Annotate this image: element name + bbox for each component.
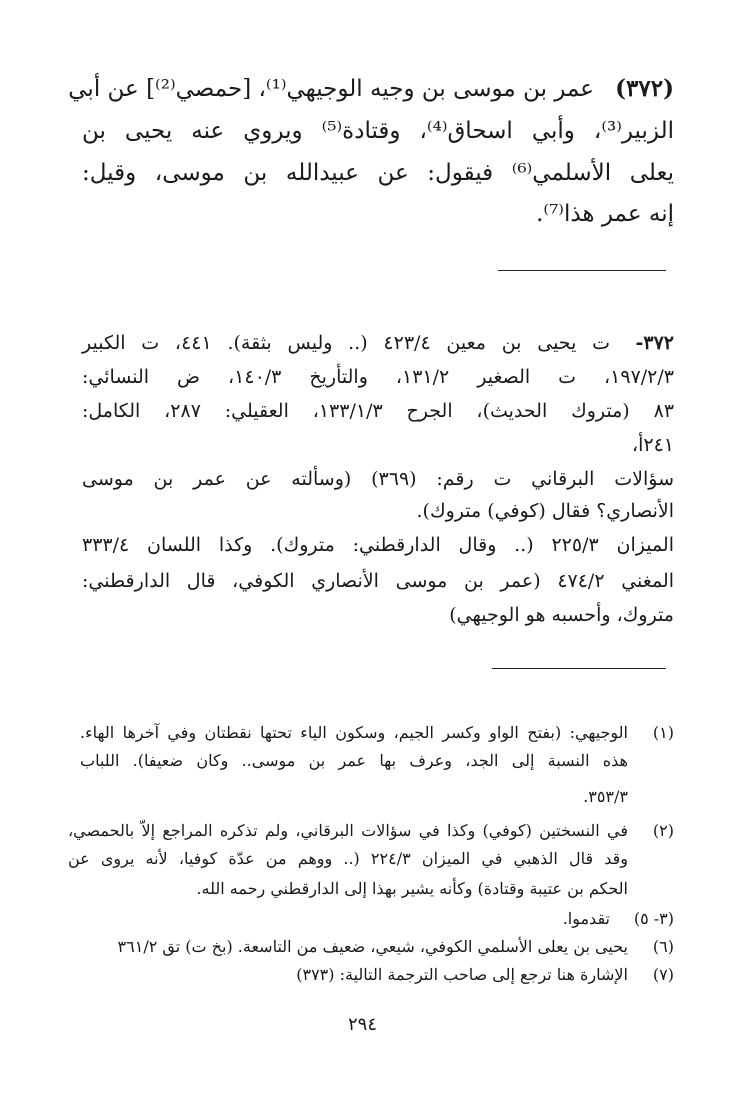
notes-line: المغني ٤٧٤/٢ (عمر بن موسى الأنصاري الكوفي، قال الدارقطني: — [82, 570, 674, 592]
footnote-line: يحيى بن يعلى الأسلمي الكوفي، شيعي، ضعيف من التاسعة. (بخ ت) تق ٣٦١/٢ — [117, 937, 628, 956]
footnote-line: وقد قال الذهبي في الميزان ٢٢٤/٣ (.. ووهم من عدّة كوفيا، لأنه يروى عن — [68, 849, 629, 868]
page-number: ٢٩٤ — [348, 1014, 378, 1035]
entry-line: يعلى الأسلمي⁽⁶⁾ فيقول: عن عبيدالله بن موسى، وقيل: — [82, 160, 674, 186]
notes-line: ٢٤١أ، — [631, 434, 674, 456]
footnote-separator — [492, 668, 666, 669]
footnote-line: في النسختين (كوفي) وكذا في سؤالات البرقاني، ولم تذكره المراجع إلاّ بالحمصي، — [68, 821, 628, 840]
notes-line: متروك، وأحسبه هو الوجيهي) — [449, 604, 674, 626]
entry-number: (٣٧٢) — [615, 75, 674, 102]
notes-line: الأنصاري؟ فقال (كوفي) متروك). — [416, 500, 674, 522]
footnote-line: تقدموا. — [562, 909, 610, 928]
footnote-number: (٧) — [652, 965, 674, 984]
footnote-line: الوجيهي: (بفتح الواو وكسر الجيم، وسكون الياء تحتها نقطتان وفي آخرها الهاء. — [80, 723, 628, 742]
footnote-number: (٣- ٥) — [633, 909, 674, 928]
notes-line: ٨٣ (متروك الحديث)، الجرح ١٣٣/١/٣، العقيلي: ٢٨٧، الكامل: — [82, 400, 674, 422]
entry-line: إنه عمر هذا⁽⁷⁾. — [536, 201, 674, 227]
entry-line: الزبير⁽³⁾، وأبي اسحاق⁽⁴⁾، وقتادة⁽⁵⁾ ويروي عنه يحيى بن — [82, 118, 674, 144]
footnote-line: هذه النسبة إلى الجد، وعرف بها عمر بن موسى.. وكان ضعيفا). اللباب — [80, 751, 628, 770]
footnote-number: (٦) — [652, 937, 674, 956]
notes-line: ت يحيى بن معين ٤٢٣/٤ (.. وليس بثقة). ٤٤١، ت الكبير — [82, 332, 611, 354]
footnote-number: (١) — [652, 723, 674, 742]
footnote-line: ٣٥٣/٣. — [583, 787, 628, 806]
notes-line: الميزان ٢٢٥/٣ (.. وقال الدارقطني: متروك). وكذا اللسان ٣٣٣/٤ — [82, 534, 674, 556]
footnote-line: الحكم بن عتيبة وقتادة) وكأنه يشير بهذا إلى الدارقطني رحمه الله. — [196, 879, 628, 898]
notes-line: سؤالات البرقاني ت رقم: (٣٦٩) (وسألته عن عمر بن موسى — [82, 468, 674, 490]
notes-line: ١٩٧/٢/٣، ت الصغير ١٣١/٢، والتأريخ ١٤٠/٣، ض النسائي: — [82, 366, 674, 388]
footnote-number: (٢) — [652, 821, 674, 840]
notes-number: ٣٧٢- — [635, 332, 674, 354]
footnote-line: الإشارة هنا ترجع إلى صاحب الترجمة التالية: (٣٧٣) — [296, 965, 628, 984]
entry-line: عمر بن موسى بن وجيه الوجيهي⁽¹⁾، [حمصي⁽²⁾] عن أبي — [68, 76, 594, 102]
separator-line — [498, 270, 666, 271]
